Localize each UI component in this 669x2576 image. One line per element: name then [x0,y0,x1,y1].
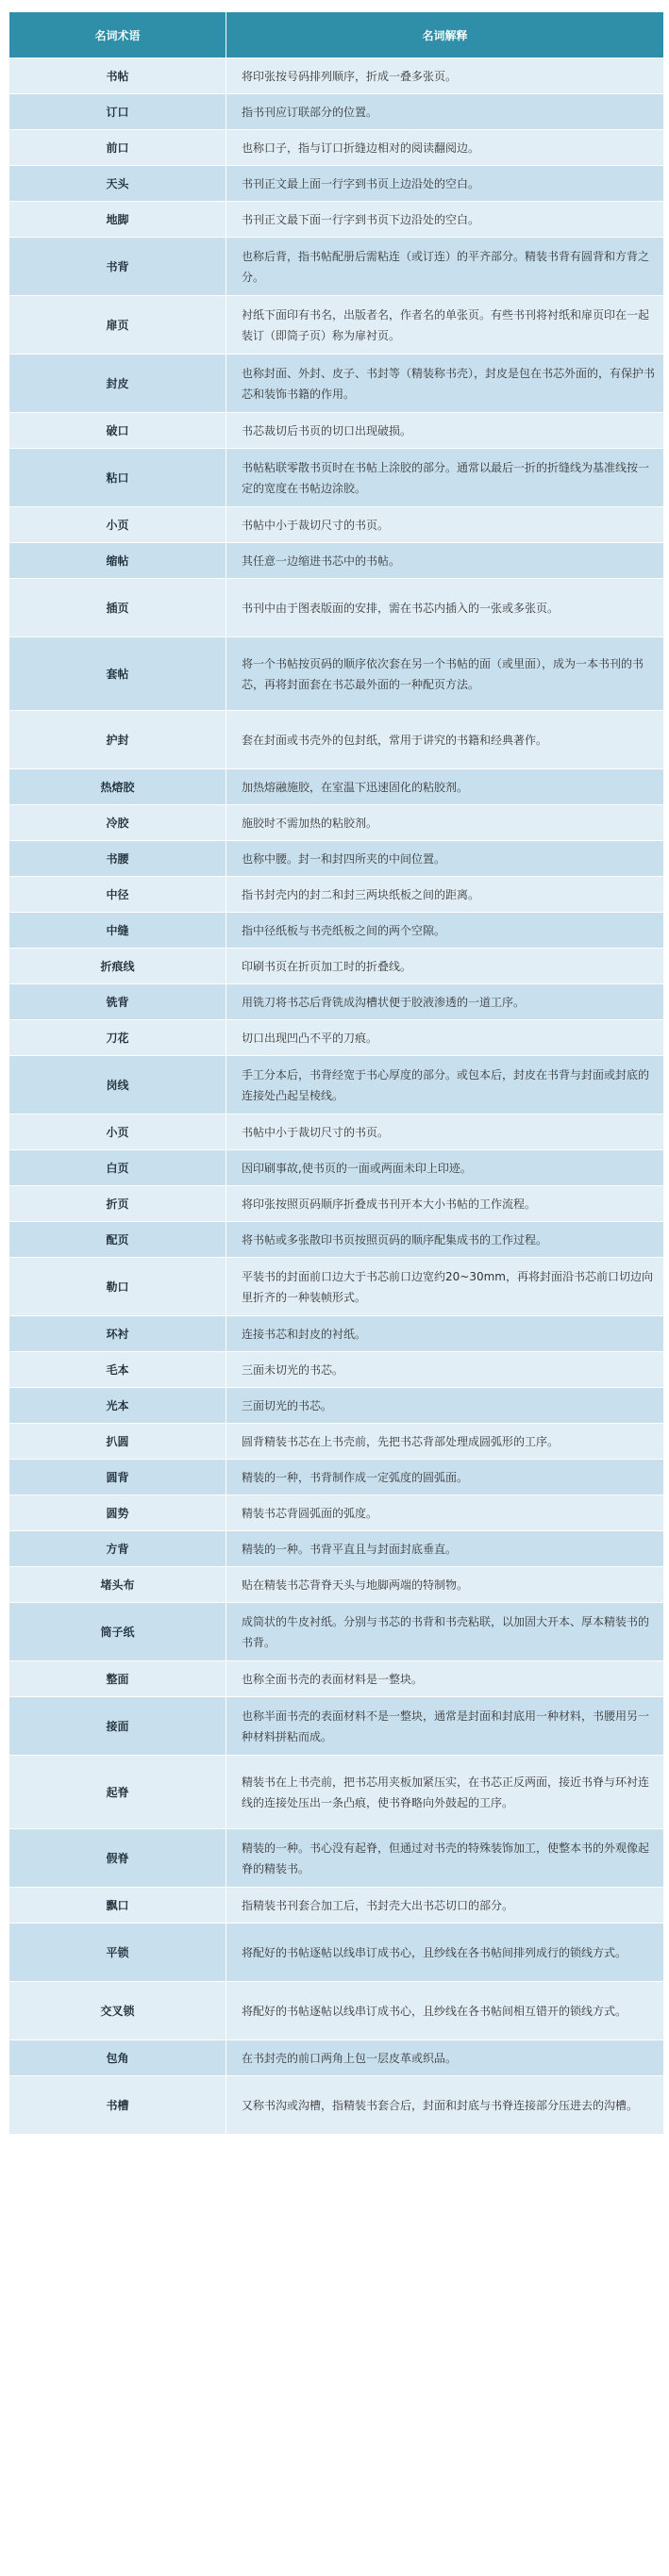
table-row [9,1982,664,2040]
term-cell: 小页 [9,507,226,543]
definition-cell: 将配好的书帖逐帖以线串订成书心，且纱线在各书帖间相互错开的锁线方式。 [226,1982,664,2040]
table-row [9,1924,664,1982]
definition-cell: 也称半面书壳的表面材料不是一整块，通常是封面和封底用一种材料，书腰用另一种材料拼粘而成。 [226,1697,664,1756]
definition-cell: 精装的一种。书背平直且与封面封底垂直。 [226,1531,664,1567]
table-row [9,1756,664,1829]
definition-cell: 手工分本后，书背经宽于书心厚度的部分。或包本后，封皮在书背与封面或封底的连接处凸起呈棱线。 [226,1056,664,1115]
definition-cell: 书刊正文最下面一行字到书页下边沿处的空白。 [226,202,664,238]
table-row [9,449,664,507]
term-cell: 堵头布 [9,1567,226,1603]
definition-cell: 精装书芯背圆弧面的弧度。 [226,1495,664,1531]
definition-cell: 书帖粘联零散书页时在书帖上涂胶的部分。通常以最后一折的折缝线为基准线按一定的宽度在书帖边涂胶。 [226,449,664,507]
definition-cell: 成筒状的牛皮衬纸。分别与书芯的书背和书壳粘联，以加固大开本、厚本精装书的书背。 [226,1603,664,1661]
definition-cell: 指精装书刊套合加工后，书封壳大出书芯切口的部分。 [226,1888,664,1924]
term-cell: 前口 [9,130,226,166]
table-row [9,166,664,202]
table-row [9,1829,664,1888]
term-cell: 方背 [9,1531,226,1567]
term-cell: 订口 [9,94,226,130]
definition-cell: 用铣刀将书芯后背铣成沟槽状便于胶液渗透的一道工序。 [226,984,664,1020]
term-cell: 粘口 [9,449,226,507]
definition-cell: 圆背精装书芯在上书壳前，先把书芯背部处理成圆弧形的工序。 [226,1424,664,1460]
term-cell: 刀花 [9,1020,226,1056]
definition-cell: 也称后背，指书帖配册后需粘连（或订连）的平齐部分。精装书背有圆背和方背之分。 [226,238,664,296]
table-row [9,1258,664,1316]
definition-cell: 书刊中由于图表版面的安排，需在书芯内插入的一张或多张页。 [226,579,664,637]
definition-cell: 在书封壳的前口两角上包一层皮革或织品。 [226,2040,664,2076]
term-cell: 折痕线 [9,949,226,984]
definition-cell: 又称书沟或沟槽，指精装书套合后，封面和封底与书脊连接部分压进去的沟槽。 [226,2076,664,2135]
term-cell: 插页 [9,579,226,637]
table-row [9,1697,664,1756]
table-row [9,543,664,579]
table-row [9,579,664,637]
table-header-row [9,12,664,58]
term-cell: 书槽 [9,2076,226,2135]
term-cell: 中径 [9,877,226,913]
definition-cell: 书刊正文最上面一行字到书页上边沿处的空白。 [226,166,664,202]
term-cell: 接面 [9,1697,226,1756]
definition-cell: 因印刷事故,使书页的一面或两面未印上印迹。 [226,1150,664,1186]
table-row [9,1661,664,1697]
definition-cell: 三面切光的书芯。 [226,1388,664,1424]
table-row [9,1150,664,1186]
term-cell: 护封 [9,711,226,769]
term-cell: 缩帖 [9,543,226,579]
table-body [9,58,664,2135]
definition-cell: 将书帖或多张散印书页按照页码的顺序配集成书的工作过程。 [226,1222,664,1258]
definition-cell: 指中径纸板与书壳纸板之间的两个空隙。 [226,913,664,949]
term-cell: 冷胶 [9,805,226,841]
table-row [9,413,664,449]
table-row [9,1567,664,1603]
table-row [9,1531,664,1567]
table-row [9,130,664,166]
definition-cell: 也称全面书壳的表面材料是一整块。 [226,1661,664,1697]
definition-cell: 施胶时不需加热的粘胶剂。 [226,805,664,841]
table-row [9,769,664,805]
term-cell: 圆背 [9,1460,226,1495]
table-row [9,1352,664,1388]
table-row [9,913,664,949]
table-row [9,841,664,877]
table-row [9,1388,664,1424]
definition-cell: 也称口子，指与订口折缝边相对的阅读翻阅边。 [226,130,664,166]
definition-cell: 三面未切光的书芯。 [226,1352,664,1388]
definition-cell: 指书封壳内的封二和封三两块纸板之间的距离。 [226,877,664,913]
term-cell: 毛本 [9,1352,226,1388]
table-row [9,1888,664,1924]
term-cell: 小页 [9,1115,226,1150]
definition-cell: 平装书的封面前口边大于书芯前口边宽约20~30mm，再将封面沿书芯前口切边向里折齐的一种装帧形式。 [226,1258,664,1316]
definition-cell: 套在封面或书壳外的包封纸，常用于讲究的书籍和经典著作。 [226,711,664,769]
term-cell: 环衬 [9,1316,226,1352]
table-row [9,1020,664,1056]
table-row [9,2076,664,2135]
table-row [9,877,664,913]
table-row [9,355,664,413]
table-row [9,1186,664,1222]
term-cell: 套帖 [9,637,226,711]
table-row [9,2040,664,2076]
term-cell: 交叉锁 [9,1982,226,2040]
term-cell: 筒子纸 [9,1603,226,1661]
table-row [9,1222,664,1258]
table-row [9,58,664,94]
table-row [9,296,664,355]
definition-cell: 切口出现凹凸不平的刀痕。 [226,1020,664,1056]
table-row [9,1316,664,1352]
term-cell: 书腰 [9,841,226,877]
table-row [9,94,664,130]
term-cell: 整面 [9,1661,226,1697]
table-row [9,1115,664,1150]
definition-cell: 将一个书帖按页码的顺序依次套在另一个书帖的面（或里面），成为一本书刊的书芯，再将封面套在书芯最外面的一种配页方法。 [226,637,664,711]
term-cell: 中缝 [9,913,226,949]
definition-cell: 书帖中小于裁切尺寸的书页。 [226,1115,664,1150]
table-row [9,1460,664,1495]
table-row [9,1424,664,1460]
definition-cell: 其任意一边缩进书芯中的书帖。 [226,543,664,579]
term-cell: 配页 [9,1222,226,1258]
header-definition: 名词解释 [226,12,664,58]
definition-cell: 也称封面、外封、皮子、书封等（精装称书壳），封皮是包在书芯外面的，有保护书芯和装饰书籍的作用。 [226,355,664,413]
definition-cell: 也称中腰。封一和封四所夹的中间位置。 [226,841,664,877]
term-cell: 折页 [9,1186,226,1222]
table-row [9,202,664,238]
table-row [9,949,664,984]
definition-cell: 精装的一种，书背制作成一定弧度的圆弧面。 [226,1460,664,1495]
header-term: 名词术语 [9,12,226,58]
term-cell: 白页 [9,1150,226,1186]
definition-cell: 贴在精装书芯背脊天头与地脚两端的特制物。 [226,1567,664,1603]
glossary-table [8,11,664,2135]
definition-cell: 指书刊应订联部分的位置。 [226,94,664,130]
term-cell: 圆势 [9,1495,226,1531]
term-cell: 天头 [9,166,226,202]
table-row [9,637,664,711]
term-cell: 包角 [9,2040,226,2076]
glossary-table-container [8,11,663,2135]
table-row [9,1495,664,1531]
term-cell: 地脚 [9,202,226,238]
term-cell: 飘口 [9,1888,226,1924]
term-cell: 光本 [9,1388,226,1424]
term-cell: 扒圆 [9,1424,226,1460]
definition-cell: 将印张按照页码顺序折叠成书刊开本大小书帖的工作流程。 [226,1186,664,1222]
definition-cell: 书芯裁切后书页的切口出现破损。 [226,413,664,449]
table-row [9,1603,664,1661]
term-cell: 书帖 [9,58,226,94]
table-row [9,805,664,841]
term-cell: 封皮 [9,355,226,413]
term-cell: 勒口 [9,1258,226,1316]
table-row [9,238,664,296]
definition-cell: 将配好的书帖逐帖以线串订成书心，且纱线在各书帖间排列成行的锁线方式。 [226,1924,664,1982]
term-cell: 平锁 [9,1924,226,1982]
term-cell: 扉页 [9,296,226,355]
definition-cell: 加热熔融施胶，在室温下迅速固化的粘胶剂。 [226,769,664,805]
definition-cell: 印刷书页在折页加工时的折叠线。 [226,949,664,984]
definition-cell: 书帖中小于裁切尺寸的书页。 [226,507,664,543]
table-row [9,984,664,1020]
term-cell: 起脊 [9,1756,226,1829]
term-cell: 破口 [9,413,226,449]
term-cell: 岗线 [9,1056,226,1115]
table-row [9,1056,664,1115]
term-cell: 热熔胶 [9,769,226,805]
definition-cell: 衬纸下面印有书名，出版者名，作者名的单张页。有些书刊将衬纸和扉页印在一起装订（即筒子页）称为扉衬页。 [226,296,664,355]
table-row [9,507,664,543]
term-cell: 假脊 [9,1829,226,1888]
definition-cell: 连接书芯和封皮的衬纸。 [226,1316,664,1352]
definition-cell: 精装书在上书壳前，把书芯用夹板加紧压实，在书芯正反两面，接近书脊与环衬连线的连接处压出一条凸痕，使书脊略向外鼓起的工序。 [226,1756,664,1829]
definition-cell: 将印张按号码排列顺序，折成一叠多张页。 [226,58,664,94]
definition-cell: 精装的一种。书心没有起脊，但通过对书壳的特殊装饰加工，使整本书的外观像起脊的精装书。 [226,1829,664,1888]
table-row [9,711,664,769]
term-cell: 铣背 [9,984,226,1020]
term-cell: 书背 [9,238,226,296]
